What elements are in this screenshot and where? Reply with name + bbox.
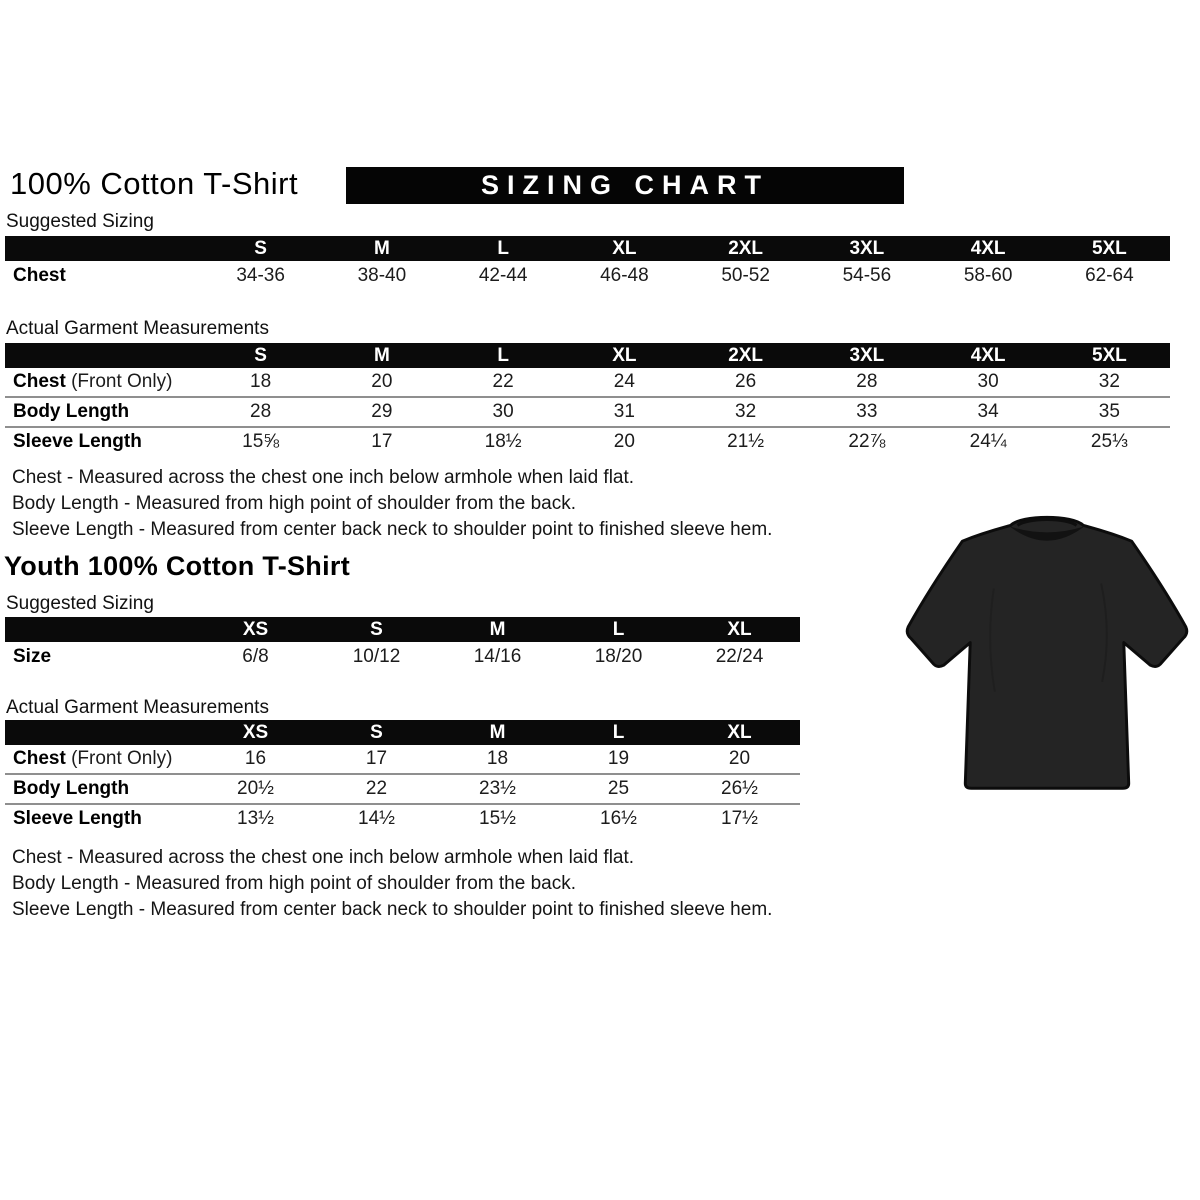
measurement-cell: 31 [564,397,685,427]
size-table [5,236,1170,291]
adult-actual-measurements-table [5,343,1170,456]
measurement-cell: 30 [977,371,999,392]
measurement-cell: 21½ [685,427,806,456]
note-body-length: Body Length - Measured from high point of shoulder from the back. [12,873,576,894]
table-row [5,642,800,672]
measurement-cell: 24 [613,371,635,392]
measurement-cell: 16 [244,748,267,769]
measurement-cell: 28 [200,397,321,427]
row-label: Sleeve Length [5,427,200,456]
measurement-cell: 34 [928,397,1049,427]
note-body-length: Body Length - Measured from high point of shoulder from the back. [12,493,576,514]
measurement-cell: 38-40 [357,265,407,286]
measurement-cell: 15⅝ [200,427,321,456]
table-corner [5,343,200,368]
measurement-cell: 32 [685,397,806,427]
measurement-cell: 33 [806,397,927,427]
measurement-cell: 30 [443,397,564,427]
adult-actual-measurements-label: Actual Garment Measurements [6,318,269,339]
youth-suggested-sizing-label: Suggested Sizing [6,593,154,614]
measurement-cell: 15½ [437,804,558,833]
adult-measurement-notes [12,465,772,543]
measurement-cell: 20½ [195,774,316,804]
table-corner [5,617,195,642]
measurement-cell: 50-52 [721,265,770,286]
measurement-cell: 6/8 [242,646,269,667]
size-column-header: 4XL [928,343,1049,368]
row-label: Body Length [5,774,195,804]
note-chest: Chest - Measured across the chest one inch below armhole when laid flat. [12,467,635,488]
size-column-header: M [437,617,558,642]
youth-actual-measurements-table [5,720,800,833]
row-label: Sleeve Length [5,804,195,833]
measurement-cell: 18 [486,748,509,769]
tshirt-graphic [898,490,1196,805]
measurement-cell: 54-56 [842,265,892,286]
measurement-cell: 20 [371,371,393,392]
measurement-cell: 25⅓ [1049,427,1170,456]
size-column-header: L [558,617,679,642]
measurement-cell: 14½ [316,804,437,833]
size-column-header: XL [679,720,800,745]
measurement-cell: 29 [321,397,442,427]
measurement-cell: 62-64 [1085,265,1134,286]
tshirt-image [898,490,1196,805]
size-column-header: 4XL [928,236,1049,261]
note-chest: Chest - Measured across the chest one inch below armhole when laid flat. [12,847,635,868]
measurement-cell: 25 [558,774,679,804]
measurement-cell: 18/20 [594,646,643,667]
measurement-cell: 26½ [679,774,800,804]
row-label: Size [13,646,52,667]
size-column-header: L [443,236,564,261]
table-row [5,397,1170,427]
size-column-header: 2XL [685,343,806,368]
measurement-cell: 17 [321,427,442,456]
table-row [5,427,1170,456]
table-row [5,261,1170,291]
page-title: 100% Cotton T-Shirt [10,166,299,201]
youth-suggested-sizing-table [5,617,800,672]
table-row [5,774,800,804]
adult-suggested-sizing-label: Suggested Sizing [6,211,154,232]
size-column-header: S [316,720,437,745]
table-row [5,745,800,774]
measurement-cell: 19 [607,748,630,769]
size-table [5,343,1170,456]
size-column-header: 5XL [1049,343,1170,368]
measurement-cell: 28 [856,371,878,392]
measurement-cell: 22/24 [715,646,764,667]
measurement-cell: 18½ [443,427,564,456]
size-column-header: M [321,343,442,368]
youth-title: Youth 100% Cotton T-Shirt [4,551,350,581]
measurement-cell: 16½ [558,804,679,833]
size-column-header: M [321,236,442,261]
sizing-chart-banner: SIZING CHART [346,167,904,204]
measurement-cell: 10/12 [352,646,401,667]
adult-suggested-sizing-table [5,236,1170,291]
measurement-cell: 20 [564,427,685,456]
size-table [5,720,800,833]
measurement-cell: 14/16 [473,646,522,667]
row-label: Chest (Front Only) [13,371,173,392]
measurement-cell: 26 [735,371,757,392]
measurement-cell: 46-48 [600,265,649,286]
table-corner [5,236,200,261]
note-sleeve-length: Sleeve Length - Measured from center back neck to shoulder point to finished sleeve hem. [12,899,773,920]
measurement-cell: 13½ [195,804,316,833]
table-corner [5,720,195,745]
size-column-header: S [316,617,437,642]
size-column-header: L [558,720,679,745]
size-table [5,617,800,672]
row-label: Chest (Front Only) [13,748,173,769]
measurement-cell: 22 [492,371,514,392]
measurement-cell: 22⅞ [806,427,927,456]
size-column-header: XL [564,343,685,368]
measurement-cell: 18 [250,371,272,392]
size-column-header: XL [564,236,685,261]
row-label: Chest [13,265,66,286]
table-row [5,368,1170,397]
size-column-header: 5XL [1049,236,1170,261]
row-label: Body Length [5,397,200,427]
size-column-header: XS [195,720,316,745]
size-column-header: S [200,236,321,261]
measurement-cell: 22 [316,774,437,804]
size-column-header: L [443,343,564,368]
measurement-cell: 24¼ [928,427,1049,456]
size-column-header: XS [195,617,316,642]
size-column-header: 3XL [806,236,927,261]
measurement-cell: 58-60 [963,265,1013,286]
measurement-cell: 20 [728,748,751,769]
measurement-cell: 17 [365,748,388,769]
measurement-cell: 32 [1098,371,1120,392]
size-column-header: 3XL [806,343,927,368]
size-column-header: M [437,720,558,745]
measurement-cell: 34-36 [236,265,285,286]
youth-measurement-notes [12,845,772,923]
measurement-cell: 35 [1049,397,1170,427]
measurement-cell: 42-44 [478,265,528,286]
measurement-cell: 17½ [679,804,800,833]
note-sleeve-length: Sleeve Length - Measured from center back neck to shoulder point to finished sleeve hem. [12,519,773,540]
size-column-header: 2XL [685,236,806,261]
size-column-header: XL [679,617,800,642]
measurement-cell: 23½ [437,774,558,804]
size-column-header: S [200,343,321,368]
table-row [5,804,800,833]
youth-actual-measurements-label: Actual Garment Measurements [6,697,269,718]
